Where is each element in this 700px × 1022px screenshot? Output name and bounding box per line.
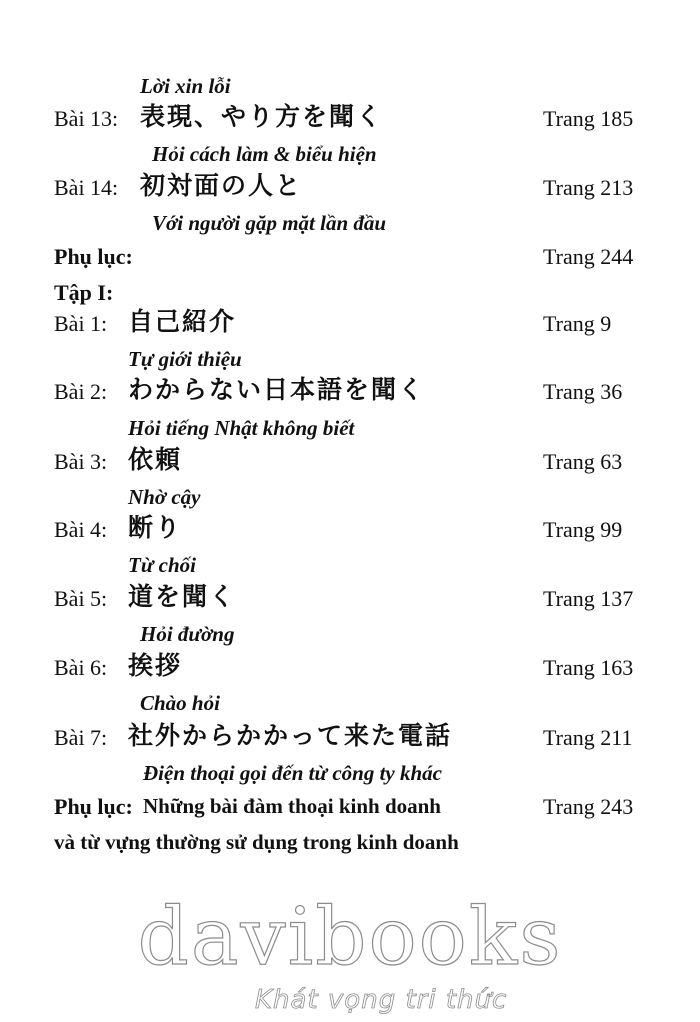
entry-subtitle-7: Điện thoại gọi đến từ công ty khác <box>143 761 443 785</box>
entry-title-jp-5: 道を聞く <box>128 582 237 611</box>
subtitle-intro: Lời xin lỗi <box>140 74 231 98</box>
appendix-page-2: Trang 243 <box>543 794 634 819</box>
entry-title-jp-3: 依頼 <box>128 445 183 474</box>
entry-page-2: Trang 36 <box>543 379 623 404</box>
volume-label: Tập I: <box>54 280 114 305</box>
entry-subtitle-3: Nhờ cậy <box>128 485 201 509</box>
entry-page-4: Trang 99 <box>543 517 623 542</box>
entry-page-14: Trang 213 <box>543 175 634 200</box>
appendix-label-1: Phụ lục: <box>54 244 133 269</box>
entry-label-2: Bài 2: <box>54 379 108 404</box>
appendix-page-1: Trang 244 <box>543 244 634 269</box>
entry-subtitle-6: Chào hỏi <box>140 691 220 715</box>
entry-page-1: Trang 9 <box>543 311 612 336</box>
watermark-brand: davibooks <box>137 890 563 983</box>
entry-subtitle-4: Từ chối <box>128 553 196 577</box>
entry-subtitle-14: Với người gặp mặt lần đầu <box>152 211 387 235</box>
entry-label-5: Bài 5: <box>54 586 108 611</box>
entry-page-5: Trang 137 <box>543 586 634 611</box>
entry-page-13: Trang 185 <box>543 106 634 131</box>
entry-subtitle-2: Hỏi tiếng Nhật không biết <box>128 416 355 440</box>
entry-label-4: Bài 4: <box>54 517 108 542</box>
entry-title-jp-6: 挨拶 <box>128 651 183 680</box>
entry-label-7: Bài 7: <box>54 725 108 750</box>
watermark-tagline: Khát vọng tri thức <box>255 985 508 1015</box>
entry-title-jp-14: 初対面の人と <box>140 171 303 200</box>
entry-title-jp-7: 社外からかかって来た電話 <box>128 721 453 750</box>
entry-subtitle-13: Hỏi cách làm & biểu hiện <box>152 142 377 166</box>
entry-page-3: Trang 63 <box>543 449 623 474</box>
entry-page-6: Trang 163 <box>543 655 634 680</box>
appendix-label-2: Phụ lục: <box>54 794 133 819</box>
entry-title-jp-2: わからない日本語を聞く <box>128 375 426 404</box>
entry-subtitle-1: Tự giới thiệu <box>128 347 242 371</box>
entry-title-jp-13: 表現、やり方を聞く <box>140 102 384 131</box>
appendix-text-line-1: Những bài đàm thoại kinh doanh <box>143 794 441 818</box>
appendix-text-line-2: và từ vựng thường sử dụng trong kinh doanh <box>54 830 459 854</box>
entry-title-jp-1: 自己紹介 <box>128 307 237 336</box>
entry-subtitle-5: Hỏi đường <box>140 622 235 646</box>
entry-label-1: Bài 1: <box>54 311 108 336</box>
entry-title-jp-4: 断り <box>128 513 183 542</box>
entry-page-7: Trang 211 <box>543 725 633 750</box>
entry-label-13: Bài 13: <box>54 106 119 131</box>
entry-label-14: Bài 14: <box>54 175 119 200</box>
entry-label-6: Bài 6: <box>54 655 108 680</box>
entry-label-3: Bài 3: <box>54 449 108 474</box>
